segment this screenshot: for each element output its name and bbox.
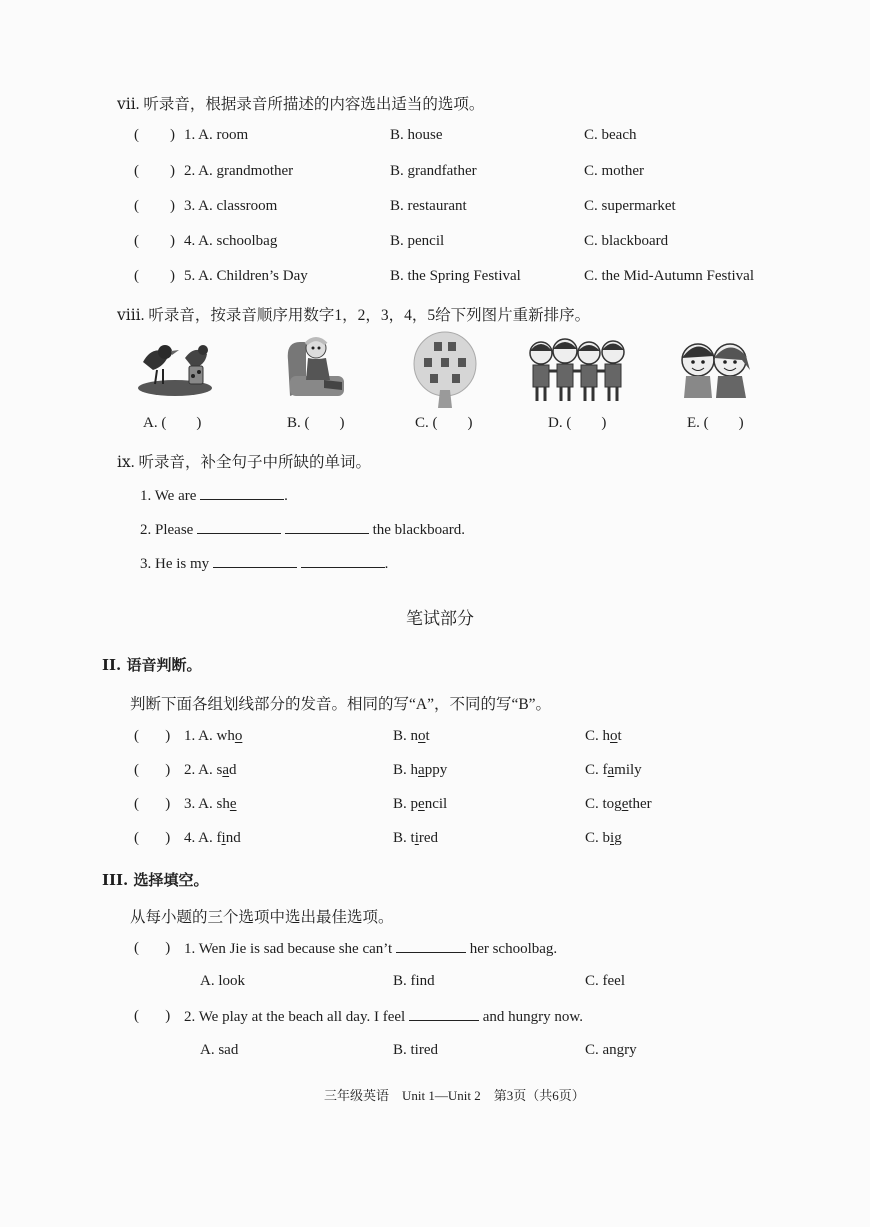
birds-picture bbox=[135, 336, 215, 398]
answer-blank[interactable] bbox=[409, 1008, 479, 1021]
option-c: C. supermarket bbox=[584, 198, 676, 214]
option-b: B. find bbox=[393, 973, 435, 989]
answer-paren-close: ) bbox=[170, 233, 175, 249]
option-c: C. hot bbox=[585, 728, 622, 744]
option-b: B. tired bbox=[393, 830, 439, 846]
grandfather-picture bbox=[280, 330, 354, 402]
option-c: C. feel bbox=[585, 973, 625, 989]
answer-paren-close: ) bbox=[170, 163, 175, 179]
sentence-end: the blackboard. bbox=[372, 522, 466, 538]
option-b: B. tired bbox=[393, 1042, 438, 1058]
part9-heading: ⅸ. 听录音，补全句子中所缺的单词。 bbox=[117, 454, 371, 471]
picture-a-label[interactable]: A. ( ) bbox=[143, 415, 202, 431]
fill-sentence-2 bbox=[140, 521, 465, 539]
option-b: B. not bbox=[393, 728, 430, 744]
answer-blank[interactable] bbox=[200, 487, 284, 500]
option-a: 5. A. Children’s Day bbox=[184, 268, 308, 284]
children-picture bbox=[525, 335, 631, 403]
option-c: C. blackboard bbox=[584, 233, 669, 249]
family-tree-picture bbox=[412, 330, 478, 410]
part8-heading: ⅷ. 听录音，按录音顺序用数字1，2，3，4，5给下列图片重新排序。 bbox=[117, 307, 591, 324]
answer-paren[interactable]: ( ) bbox=[134, 728, 171, 744]
answer-paren[interactable]: ( ) bbox=[134, 762, 171, 778]
option-a: 3. A. classroom bbox=[184, 198, 278, 214]
answer-blank[interactable] bbox=[213, 555, 297, 568]
option-a: 3. A. she bbox=[184, 796, 237, 812]
option-c: C. family bbox=[585, 762, 642, 778]
fill-sentence-1 bbox=[140, 487, 288, 505]
option-b: B. house bbox=[390, 127, 443, 143]
option-a: 2. A. sad bbox=[184, 762, 237, 778]
option-c: C. beach bbox=[584, 127, 637, 143]
option-c: C. together bbox=[585, 796, 652, 812]
page-footer: 三年级英语 Unit 1—Unit 2 第3页（共6页） bbox=[324, 1088, 585, 1103]
option-b: B. the Spring Festival bbox=[390, 268, 521, 284]
question-text: 2. We play at the beach all day. I feel and hungry now. bbox=[184, 1009, 583, 1025]
sentence-text: 3. He is my bbox=[140, 556, 210, 572]
answer-paren-open[interactable]: ( bbox=[134, 233, 139, 249]
answer-paren-close: ) bbox=[170, 198, 175, 214]
fill-sentence-3 bbox=[140, 555, 388, 573]
answer-paren[interactable]: ( ) bbox=[134, 940, 171, 956]
answer-blank[interactable] bbox=[285, 521, 369, 534]
answer-blank[interactable] bbox=[396, 940, 466, 953]
section3-heading: III. 选择填空。 bbox=[102, 871, 209, 889]
picture-b-label[interactable]: B. ( ) bbox=[287, 415, 345, 431]
part7-heading: ⅶ. 听录音，根据录音所描述的内容选出适当的选项。 bbox=[117, 96, 485, 113]
answer-paren[interactable]: ( ) bbox=[134, 830, 171, 846]
option-c: C. angry bbox=[585, 1042, 637, 1058]
answer-paren[interactable]: ( ) bbox=[134, 796, 171, 812]
option-b: B. pencil bbox=[393, 796, 448, 812]
answer-paren-open[interactable]: ( bbox=[134, 127, 139, 143]
answer-paren-open[interactable]: ( bbox=[134, 268, 139, 284]
written-section-title: 笔试部分 bbox=[406, 609, 474, 629]
option-b: B. pencil bbox=[390, 233, 445, 249]
option-b: B. grandfather bbox=[390, 163, 477, 179]
two-kids-picture bbox=[672, 336, 758, 402]
sentence-text: 2. Please bbox=[140, 522, 194, 538]
section2-instruction: 判断下面各组划线部分的发音。相同的写“A”，不同的写“B”。 bbox=[130, 696, 552, 713]
picture-c-label[interactable]: C. ( ) bbox=[415, 415, 473, 431]
section3-instruction: 从每小题的三个选项中选出最佳选项。 bbox=[130, 909, 394, 926]
sentence-text: 1. We are bbox=[140, 488, 197, 504]
section2-heading: II. 语音判断。 bbox=[102, 656, 202, 674]
answer-blank[interactable] bbox=[301, 555, 385, 568]
picture-e-label[interactable]: E. ( ) bbox=[687, 415, 744, 431]
option-a: 4. A. find bbox=[184, 830, 241, 846]
sentence-end: . bbox=[284, 488, 288, 504]
answer-paren[interactable]: ( ) bbox=[134, 1008, 171, 1024]
sentence-end: . bbox=[384, 556, 389, 572]
answer-paren-open[interactable]: ( bbox=[134, 198, 139, 214]
answer-paren-open[interactable]: ( bbox=[134, 163, 139, 179]
option-c: C. big bbox=[585, 830, 622, 846]
answer-paren-close: ) bbox=[170, 268, 175, 284]
option-a: 1. A. room bbox=[184, 127, 249, 143]
option-c: C. mother bbox=[584, 163, 644, 179]
option-b: B. restaurant bbox=[390, 198, 467, 214]
option-b: B. happy bbox=[393, 762, 448, 778]
option-a: 1. A. who bbox=[184, 728, 243, 744]
question-text: 1. Wen Jie is sad because she can’t her schoolbag. bbox=[184, 941, 558, 957]
option-a: A. look bbox=[200, 973, 245, 989]
answer-paren-close: ) bbox=[170, 127, 175, 143]
picture-d-label[interactable]: D. ( ) bbox=[548, 415, 607, 431]
option-a: 2. A. grandmother bbox=[184, 163, 294, 179]
option-c: C. the Mid-Autumn Festival bbox=[584, 268, 754, 284]
answer-blank[interactable] bbox=[197, 521, 281, 534]
option-a: A. sad bbox=[200, 1042, 239, 1058]
option-a: 4. A. schoolbag bbox=[184, 233, 278, 249]
